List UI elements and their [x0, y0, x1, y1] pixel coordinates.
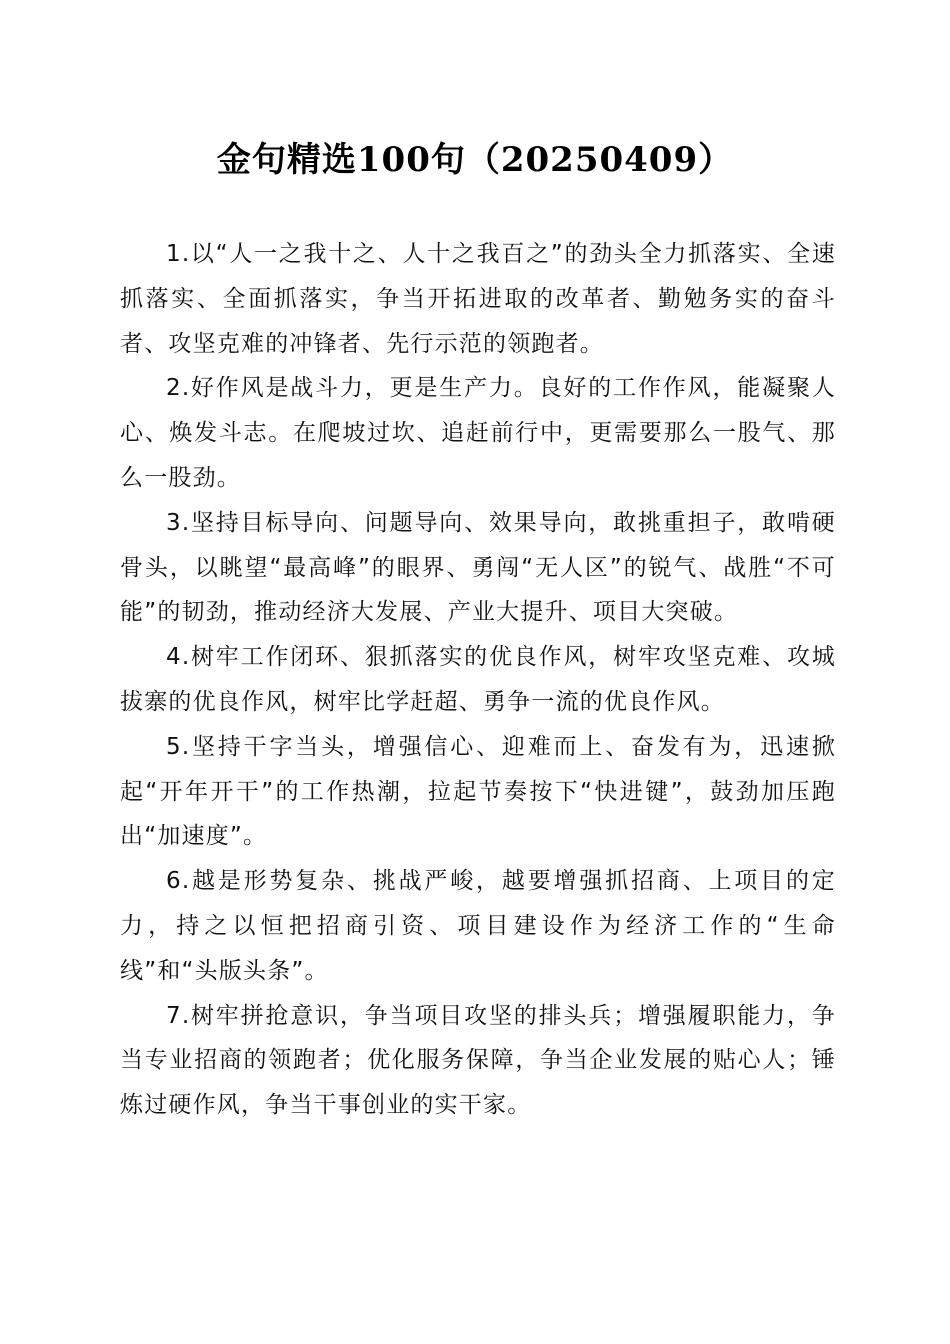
paragraph-6: 6.越是形势复杂、挑战严峻，越要增强抓招商、上项目的定力，持之以恒把招商引资、项目建设作为经济工作的“生命线”和“头版头条”。 [120, 868, 836, 984]
paragraph-1: 1.以“人一之我十之、人十之我百之”的劲头全力抓落实、全速抓落实、全面抓落实，争当开拓进取的改革者、勤勉务实的奋斗者、攻坚克难的冲锋者、先行示范的领跑者。 [120, 241, 836, 357]
paragraph-2: 2.好作风是战斗力，更是生产力。良好的工作作风，能凝聚人心、焕发斗志。在爬坡过坎、追赶前行中，更需要那么一股气、那么一股劲。 [120, 375, 836, 491]
paragraph-3: 3.坚持目标导向、问题导向、效果导向，敢挑重担子，敢啃硬骨头，以眺望“最高峰”的眼界、勇闯“无人区”的锐气、战胜“不可能”的韧劲，推动经济大发展、产业大提升、项目大突破。 [120, 509, 836, 626]
paragraph-5: 5.坚持干字当头，增强信心、迎难而上、奋发有为，迅速掀起“开年开干”的工作热潮，拉起节奏按下“快进键”，鼓劲加压跑出“加速度”。 [120, 733, 836, 850]
document-body [120, 232, 836, 1128]
paragraph-7: 7.树牢拼抢意识，争当项目攻坚的排头兵；增强履职能力，争当专业招商的领跑者；优化服务保障，争当企业发展的贴心人；锤炼过硬作风，争当干事创业的实干家。 [120, 1002, 836, 1119]
paragraph-4: 4.树牢工作闭环、狠抓落实的优良作风，树牢攻坚克难、攻城拔寨的优良作风，树牢比学赶超、勇争一流的优良作风。 [120, 644, 836, 715]
document-title: 金句精选100句（20250409） [216, 140, 734, 180]
